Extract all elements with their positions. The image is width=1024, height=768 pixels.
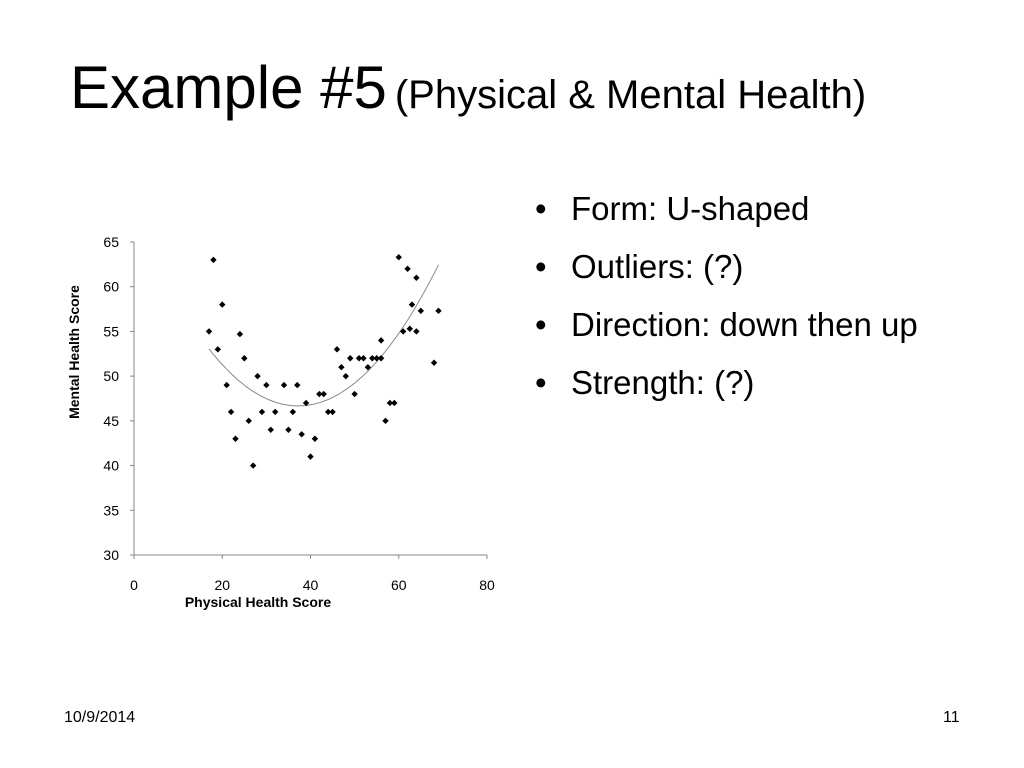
data-point — [241, 355, 247, 361]
bullet-item: • Strength: (?) — [533, 364, 973, 402]
data-point — [268, 427, 274, 433]
data-point — [418, 308, 424, 314]
page-number: 11 — [943, 709, 960, 726]
bullet-item: • Form: U-shaped — [533, 190, 973, 228]
data-point — [407, 326, 413, 332]
data-point — [254, 373, 260, 379]
data-point — [219, 301, 225, 307]
data-point — [290, 409, 296, 415]
data-point — [223, 382, 229, 388]
bullet-list — [533, 190, 973, 422]
y-tick-label: 60 — [103, 278, 119, 295]
data-point — [413, 328, 419, 334]
data-point — [435, 308, 441, 314]
y-tick-label: 55 — [103, 323, 119, 340]
plot-area — [103, 234, 495, 593]
data-point — [413, 275, 419, 281]
data-point — [272, 409, 278, 415]
data-point — [259, 409, 265, 415]
title-main: Example #5 — [70, 54, 387, 121]
data-point — [396, 254, 402, 260]
data-point — [298, 431, 304, 437]
data-point — [351, 391, 357, 397]
data-point — [382, 418, 388, 424]
data-point — [263, 382, 269, 388]
x-tick-label: 80 — [479, 577, 495, 593]
y-tick-label: 30 — [103, 547, 119, 563]
x-tick-label: 40 — [302, 577, 319, 593]
data-point — [329, 409, 335, 415]
data-point — [246, 418, 252, 424]
data-point — [409, 301, 415, 307]
trendline — [209, 265, 439, 406]
y-tick-label: 50 — [103, 368, 119, 385]
data-point — [391, 400, 397, 406]
data-point — [307, 453, 313, 459]
data-point — [334, 346, 340, 352]
footer-date: 10/9/2014 — [64, 709, 136, 726]
y-tick-label: 65 — [103, 234, 119, 250]
data-point — [431, 360, 437, 366]
y-axis-label: Mental Health Score — [66, 285, 82, 419]
data-point — [237, 331, 243, 337]
bullet-item: • Outliers: (?) — [533, 248, 973, 286]
x-tick-label: 20 — [214, 577, 231, 593]
data-point — [232, 436, 238, 442]
data-point — [378, 337, 384, 343]
data-point — [400, 328, 406, 334]
y-tick-label: 35 — [103, 502, 119, 519]
data-point — [338, 364, 344, 370]
x-tick-label: 60 — [390, 577, 407, 593]
data-point — [343, 373, 349, 379]
data-point — [210, 257, 216, 263]
data-point — [228, 409, 234, 415]
y-tick-label: 45 — [103, 412, 119, 429]
title-subtitle: (Physical & Mental Health) — [394, 73, 867, 117]
y-tick-label: 40 — [103, 457, 119, 474]
data-point — [347, 355, 353, 361]
data-point — [215, 346, 221, 352]
data-point — [312, 436, 318, 442]
bullet-item: • Direction: down then up — [533, 306, 973, 344]
data-point — [404, 266, 410, 272]
data-point — [250, 462, 256, 468]
data-point — [206, 328, 212, 334]
x-axis-label: Physical Health Score — [184, 594, 332, 610]
data-point — [281, 382, 287, 388]
x-tick-label: 0 — [130, 577, 138, 593]
data-point — [285, 427, 291, 433]
data-point — [378, 355, 384, 361]
data-point — [294, 382, 300, 388]
data-point — [360, 355, 366, 361]
data-point — [321, 391, 327, 397]
